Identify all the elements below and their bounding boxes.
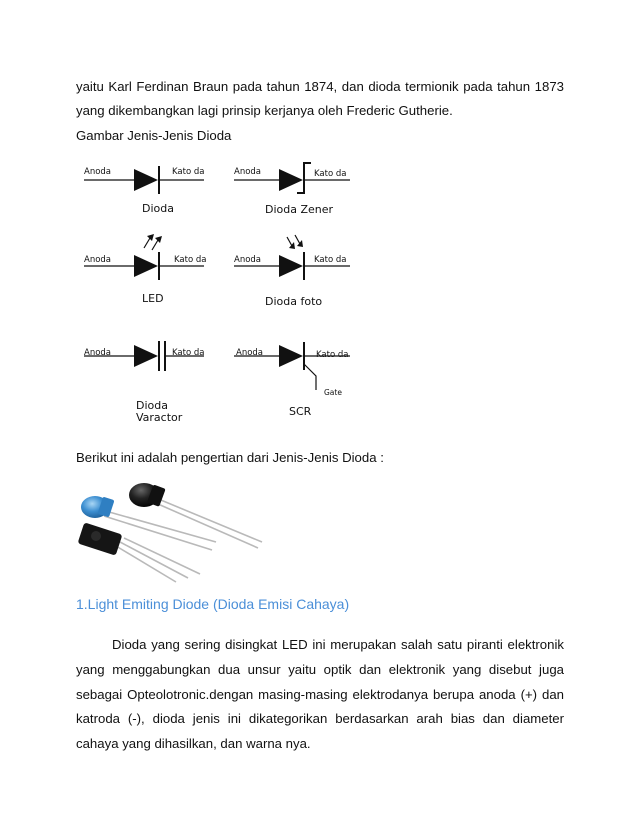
symbol-name-label: LED (142, 292, 164, 305)
symbol-name-label: Varactor (136, 411, 183, 424)
list-intro: Berikut ini adalah pengertian dari Jenis-Jenis Dioda : (76, 450, 384, 465)
black-led (129, 483, 166, 507)
anode-label: Anoda (84, 348, 112, 358)
section-paragraph (76, 633, 564, 757)
symbol-name-label: Dioda foto (265, 295, 323, 308)
symbol-name-label: SCR (289, 405, 312, 418)
anode-label: Anoda (84, 167, 112, 177)
cathode-label: Kato da (314, 169, 347, 179)
symbol-name-label: Dioda Zener (265, 203, 334, 216)
symbol-name-label: Dioda (136, 399, 168, 412)
section-heading: 1.Light Emiting Diode (Dioda Emisi Cahaya) (76, 596, 350, 612)
ir-receiver (78, 522, 123, 555)
figure-caption: Gambar Jenis-Jenis Dioda (76, 128, 232, 143)
cathode-label: Kato da (172, 167, 205, 177)
blue-led (81, 496, 114, 518)
anode-label: Anoda (84, 255, 112, 265)
section-paragraph-text: Dioda yang sering disingkat LED ini merupakan salah satu piranti elektronik yang menggabungkan dua unsur yaitu optik dan elektronik yang disebut juga sebagai Opteolotronic.dengan masing-masing elektrodanya berupa anoda (+) dan katroda (-), dioda jenis ini dikategorikan berdasarkan arah bias dan diameter cahaya yang dihasilkan, dan warna nya. (76, 637, 564, 752)
intro-paragraph: yaitu Karl Ferdinan Braun pada tahun 1874, dan dioda termionik pada tahun 1873 yang dikembangkan lagi prinsip kerjanya oleh Frederic Gutherie. (76, 79, 564, 118)
cathode-label: Kato da (172, 348, 205, 358)
anode-label: Anoda (234, 167, 262, 177)
cathode-label: Kato da (316, 350, 349, 360)
anode-label: Anoda (234, 255, 262, 265)
cathode-label: Kato da (314, 255, 347, 265)
cathode-label: Kato da (174, 255, 207, 265)
led-components-photo (76, 476, 276, 588)
anode-label: Anoda (236, 348, 264, 358)
symbol-name-label: Dioda (142, 202, 174, 215)
diode-symbols-figure (84, 152, 374, 432)
gate-label: Gate (324, 388, 342, 397)
